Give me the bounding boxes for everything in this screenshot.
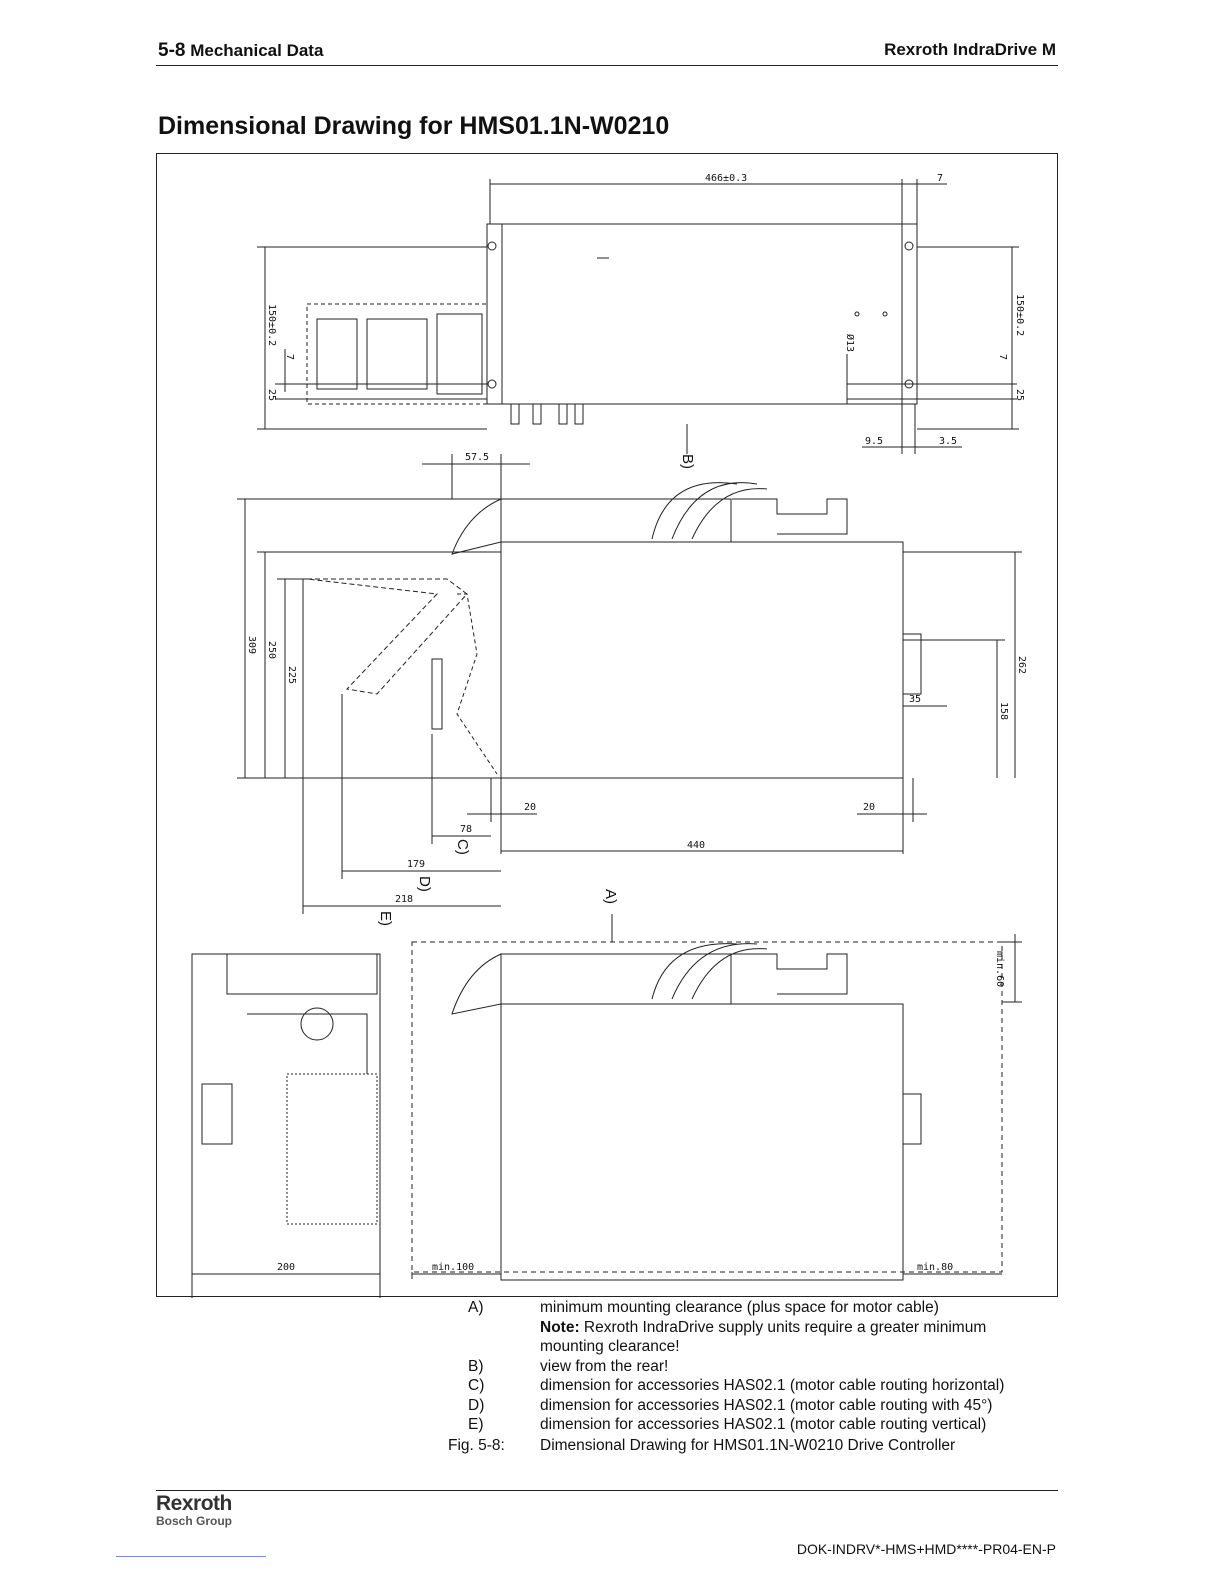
note-row-c bbox=[440, 1376, 1080, 1396]
notes-list bbox=[440, 1298, 1080, 1435]
note-text: dimension for accessories HAS02.1 (motor cable routing with 45°) bbox=[540, 1396, 993, 1414]
note-row-note bbox=[440, 1318, 1080, 1338]
rexroth-logo bbox=[156, 1492, 232, 1528]
dimensional-drawing bbox=[156, 153, 1058, 1297]
dim-top-right: 7 bbox=[937, 173, 944, 184]
note-key: E) bbox=[468, 1416, 484, 1433]
dim-small-left: 7 bbox=[284, 354, 295, 361]
section-title: Mechanical Data bbox=[190, 41, 324, 60]
dim-309: 309 bbox=[246, 636, 257, 655]
drawing-svg bbox=[157, 154, 1059, 1298]
product-name: Rexroth IndraDrive M bbox=[884, 40, 1056, 59]
note-row-b bbox=[440, 1357, 1080, 1377]
dim-225: 225 bbox=[286, 666, 297, 685]
marker-e: E) bbox=[377, 911, 394, 926]
note-row-note2 bbox=[440, 1337, 1080, 1357]
dim-height-right: 150±0.2 bbox=[1014, 294, 1025, 337]
document-id: DOK-INDRV*-HMS+HMD****-PR04-EN-P bbox=[796, 1541, 1056, 1557]
note-text-extra: Rexroth IndraDrive supply units require a greater minimum bbox=[583, 1318, 987, 1336]
note-label: Note: bbox=[540, 1318, 580, 1336]
note-row-a bbox=[440, 1298, 1080, 1318]
note-text: dimension for accessories HAS02.1 (motor cable routing horizontal) bbox=[540, 1377, 1005, 1394]
dim-min100: min.100 bbox=[432, 1262, 475, 1273]
dim-min80: min.80 bbox=[917, 1262, 954, 1273]
marker-c: C) bbox=[454, 839, 471, 855]
dim-min60: min.60 bbox=[994, 951, 1005, 988]
dim-200: 200 bbox=[277, 1262, 296, 1273]
dim-offset-a: 9.5 bbox=[865, 436, 884, 447]
logo-brand: Rexroth bbox=[156, 1492, 232, 1515]
dim-height-left: 150±0.2 bbox=[266, 304, 277, 347]
note-key: A) bbox=[468, 1299, 484, 1316]
dim-small-right: 7 bbox=[997, 354, 1008, 361]
dim-hole: Ø13 bbox=[844, 334, 855, 353]
note-row-e bbox=[440, 1415, 1080, 1435]
section-number: 5-8 bbox=[158, 40, 186, 61]
dim-218: 218 bbox=[395, 894, 414, 905]
dim-35: 35 bbox=[909, 694, 922, 705]
dim-20-left: 20 bbox=[524, 802, 537, 813]
dim-440: 440 bbox=[687, 840, 706, 851]
dim-bottom-left: 25 bbox=[266, 389, 277, 402]
figure-label: Fig. 5-8: bbox=[448, 1437, 505, 1454]
top-view-body bbox=[487, 224, 917, 404]
dim-top-width: 466±0.3 bbox=[705, 173, 748, 184]
note-text-extra2: mounting clearance! bbox=[540, 1338, 680, 1355]
note-text: minimum mounting clearance (plus space for motor cable) bbox=[540, 1299, 939, 1316]
note-key: D) bbox=[468, 1396, 485, 1414]
note-key: C) bbox=[468, 1377, 485, 1394]
dim-bottom-right: 25 bbox=[1014, 389, 1025, 402]
link-underline bbox=[116, 1556, 266, 1557]
figure-text: Dimensional Drawing for HMS01.1N-W0210 Drive Controller bbox=[540, 1437, 956, 1454]
figure-caption bbox=[448, 1437, 955, 1455]
front-view-body bbox=[192, 954, 380, 1298]
dim-20-right: 20 bbox=[863, 802, 876, 813]
note-row-d bbox=[440, 1396, 1080, 1416]
dim-250: 250 bbox=[266, 641, 277, 660]
logo-sub: Bosch Group bbox=[156, 1514, 233, 1528]
footer-rule bbox=[156, 1490, 1058, 1491]
marker-d: D) bbox=[416, 876, 433, 892]
section-header bbox=[158, 40, 323, 62]
dim-offset-b: 3.5 bbox=[939, 436, 958, 447]
page-title: Dimensional Drawing for HMS01.1N-W0210 bbox=[158, 112, 670, 140]
marker-b: B) bbox=[679, 454, 696, 469]
header-rule bbox=[156, 65, 1058, 66]
dim-78: 78 bbox=[460, 824, 473, 835]
note-text: view from the rear! bbox=[540, 1357, 669, 1375]
side-view-body bbox=[501, 542, 903, 778]
dim-179: 179 bbox=[407, 859, 426, 870]
dim-158: 158 bbox=[998, 702, 1009, 721]
note-key: B) bbox=[468, 1357, 484, 1375]
marker-a: A) bbox=[602, 889, 619, 904]
dim-57-5: 57.5 bbox=[465, 452, 490, 463]
dim-262: 262 bbox=[1016, 656, 1027, 675]
note-text: dimension for accessories HAS02.1 (motor cable routing vertical) bbox=[540, 1416, 987, 1433]
